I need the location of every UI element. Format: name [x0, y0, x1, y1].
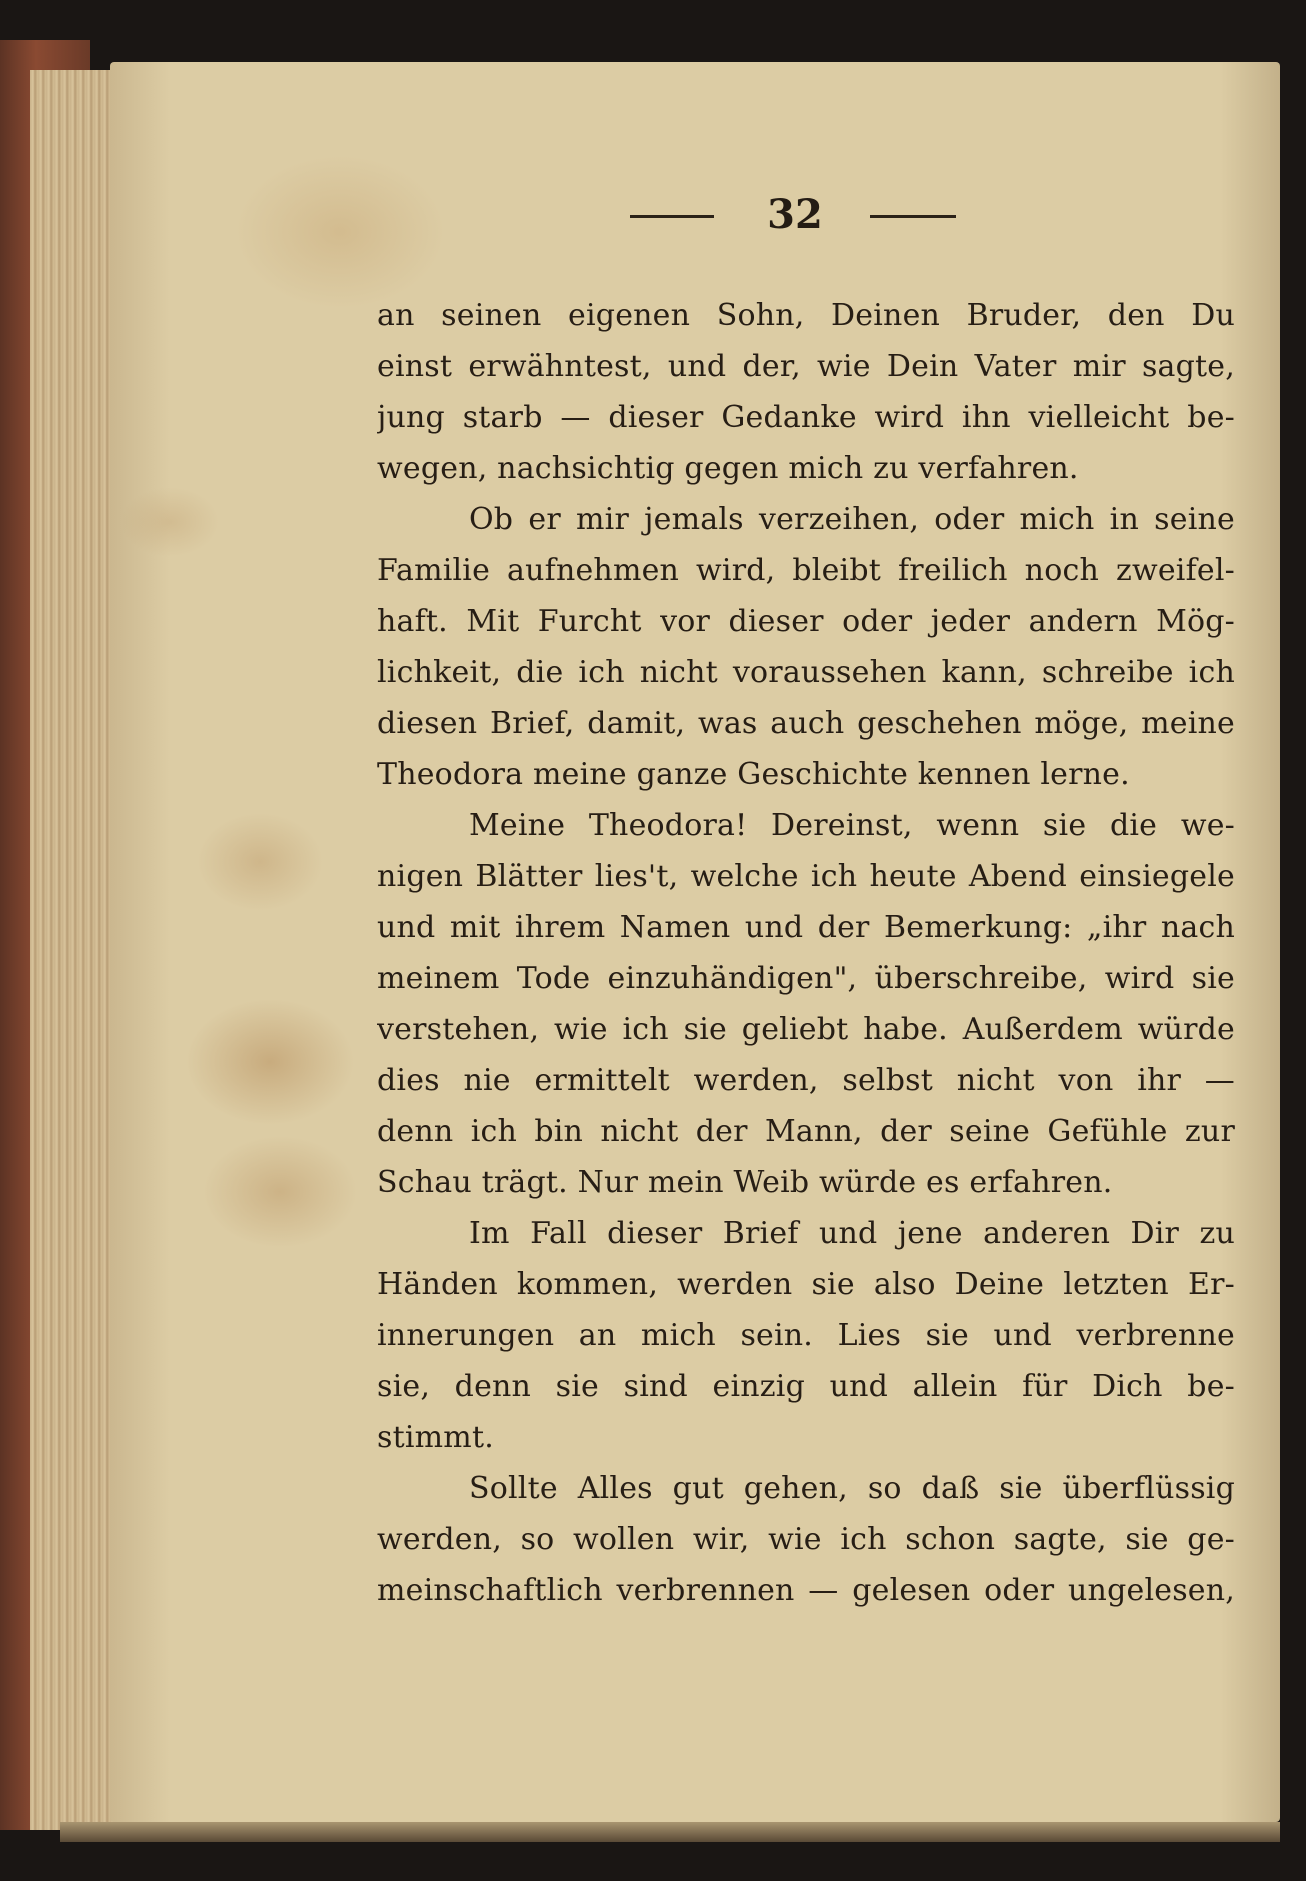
text-line: verstehen, wie ich sie geliebt habe. Außerdem würde: [377, 1012, 1235, 1047]
header-rule-right: [870, 215, 956, 218]
book-bottom-edge: [60, 1822, 1280, 1842]
text-line: meinem Tode einzuhändigen", überschreibe, wird sie: [377, 961, 1235, 996]
text-line: denn ich bin nicht der Mann, der seine Gefühle zur: [377, 1114, 1235, 1149]
text-line: diesen Brief, damit, was auch geschehen möge, meine: [377, 706, 1235, 741]
text-line: wegen, nachsichtig gegen mich zu verfahren.: [377, 451, 1079, 486]
text-line: und mit ihrem Namen und der Bemerkung: „ihr nach: [377, 910, 1235, 945]
text-line: haft. Mit Furcht vor dieser oder jeder andern Mög-: [377, 604, 1235, 639]
text-line: an seinen eigenen Sohn, Deinen Bruder, den Du: [377, 298, 1235, 333]
text-line: nigen Blätter lies't, welche ich heute Abend einsiegele: [377, 859, 1235, 894]
text-line: meinschaftlich verbrennen — gelesen oder ungelesen,: [377, 1573, 1235, 1608]
text-line: einst erwähntest, und der, wie Dein Vater mir sagte,: [377, 349, 1235, 384]
text-line: Familie aufnehmen wird, bleibt freilich noch zweifel-: [377, 553, 1235, 588]
page-header: [520, 185, 940, 245]
text-line: innerungen an mich sein. Lies sie und verbrenne: [377, 1318, 1235, 1353]
text-line: Meine Theodora! Dereinst, wenn sie die we-: [469, 808, 1235, 843]
text-line: sie, denn sie sind einzig und allein für Dich be-: [377, 1369, 1235, 1404]
text-line: lichkeit, die ich nicht voraussehen kann, schreibe ich: [377, 655, 1235, 690]
text-line: Händen kommen, werden sie also Deine letzten Er-: [377, 1267, 1235, 1302]
text-line: Schau trägt. Nur mein Weib würde es erfahren.: [377, 1165, 1113, 1200]
text-line: werden, so wollen wir, wie ich schon sagte, sie ge-: [377, 1522, 1235, 1557]
text-line: stimmt.: [377, 1420, 494, 1455]
header-rule-left: [630, 215, 714, 218]
page-number: 32: [767, 191, 823, 238]
text-line: Theodora meine ganze Geschichte kennen lerne.: [377, 757, 1130, 792]
text-line: dies nie ermittelt werden, selbst nicht von ihr —: [377, 1063, 1235, 1098]
text-line: Ob er mir jemals verzeihen, oder mich in seine: [469, 502, 1235, 537]
body-text: [377, 290, 1235, 1616]
text-line: jung starb — dieser Gedanke wird ihn vielleicht be-: [377, 400, 1235, 435]
text-line: Im Fall dieser Brief und jene anderen Dir zu: [469, 1216, 1235, 1251]
text-line: Sollte Alles gut gehen, so daß sie überflüssig: [469, 1471, 1235, 1506]
